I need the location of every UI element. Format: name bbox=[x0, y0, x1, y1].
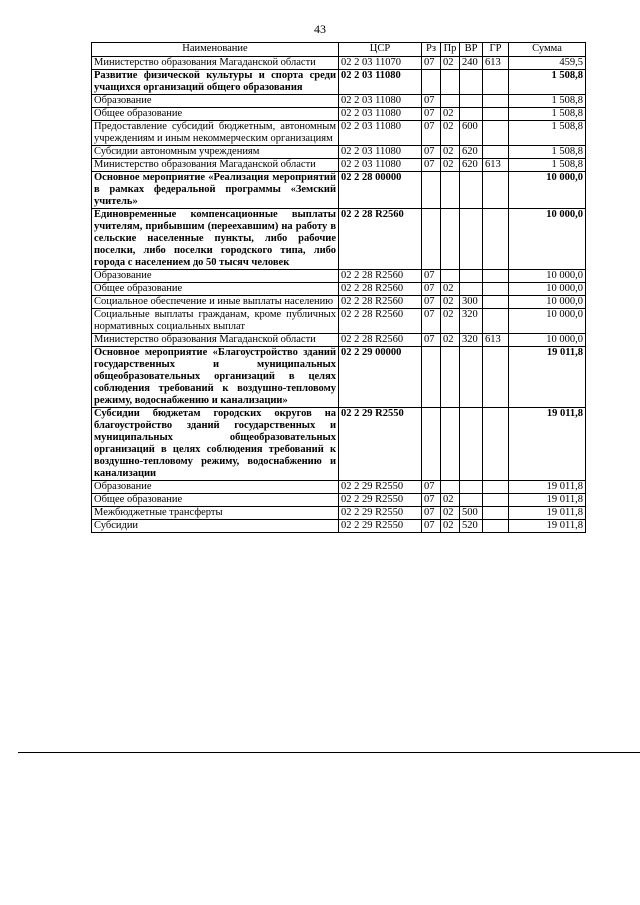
row-sum: 19 011,8 bbox=[509, 408, 586, 481]
row-gr: 613 bbox=[483, 159, 509, 172]
row-gr bbox=[483, 283, 509, 296]
table-row bbox=[92, 347, 586, 408]
header-gr: ГР bbox=[483, 43, 509, 57]
row-vr: 500 bbox=[460, 507, 483, 520]
row-name: Социальные выплаты гражданам, кроме публичных нормативных социальных выплат bbox=[92, 309, 339, 334]
row-vr: 320 bbox=[460, 334, 483, 347]
row-name: Министерство образования Магаданской области bbox=[92, 57, 339, 70]
row-gr bbox=[483, 146, 509, 159]
row-gr bbox=[483, 347, 509, 408]
row-name: Субсидии бюджетам городских округов на благоустройство зданий государственных и муниципальных общеобразовательных организаций в целях соблюдения требований к воздушно-тепловому режиму, водоснабжению и канализации bbox=[92, 408, 339, 481]
table-row bbox=[92, 283, 586, 296]
row-gr bbox=[483, 408, 509, 481]
row-sum: 1 508,8 bbox=[509, 108, 586, 121]
row-rz bbox=[422, 347, 441, 408]
row-csr: 02 2 28 R2560 bbox=[339, 283, 422, 296]
row-vr: 300 bbox=[460, 296, 483, 309]
row-name: Образование bbox=[92, 481, 339, 494]
row-pr: 02 bbox=[441, 296, 460, 309]
row-pr bbox=[441, 481, 460, 494]
row-vr bbox=[460, 283, 483, 296]
row-sum: 1 508,8 bbox=[509, 159, 586, 172]
header-name: Наименование bbox=[92, 43, 339, 57]
row-sum: 10 000,0 bbox=[509, 334, 586, 347]
row-vr bbox=[460, 270, 483, 283]
row-vr: 620 bbox=[460, 146, 483, 159]
row-sum: 10 000,0 bbox=[509, 283, 586, 296]
row-csr: 02 2 03 11080 bbox=[339, 146, 422, 159]
row-pr: 02 bbox=[441, 309, 460, 334]
row-gr bbox=[483, 95, 509, 108]
table-row bbox=[92, 159, 586, 172]
row-name: Образование bbox=[92, 270, 339, 283]
row-sum: 1 508,8 bbox=[509, 146, 586, 159]
table-row bbox=[92, 95, 586, 108]
table-row bbox=[92, 209, 586, 270]
row-rz bbox=[422, 70, 441, 95]
row-pr bbox=[441, 270, 460, 283]
table-row bbox=[92, 57, 586, 70]
table-row bbox=[92, 507, 586, 520]
row-gr bbox=[483, 309, 509, 334]
table-row bbox=[92, 108, 586, 121]
row-name: Министерство образования Магаданской области bbox=[92, 159, 339, 172]
row-csr: 02 2 03 11080 bbox=[339, 159, 422, 172]
row-gr bbox=[483, 270, 509, 283]
row-gr bbox=[483, 70, 509, 95]
row-csr: 02 2 29 R2550 bbox=[339, 481, 422, 494]
row-sum: 10 000,0 bbox=[509, 209, 586, 270]
row-vr bbox=[460, 172, 483, 209]
row-rz: 07 bbox=[422, 481, 441, 494]
row-sum: 19 011,8 bbox=[509, 507, 586, 520]
row-gr bbox=[483, 108, 509, 121]
row-name: Общее образование bbox=[92, 108, 339, 121]
row-name: Субсидии bbox=[92, 520, 339, 533]
row-gr bbox=[483, 209, 509, 270]
row-sum: 1 508,8 bbox=[509, 121, 586, 146]
row-rz: 07 bbox=[422, 121, 441, 146]
row-csr: 02 2 28 R2560 bbox=[339, 309, 422, 334]
row-pr bbox=[441, 172, 460, 209]
row-sum: 1 508,8 bbox=[509, 70, 586, 95]
page-number: 43 bbox=[314, 22, 326, 36]
row-gr bbox=[483, 494, 509, 507]
row-name: Субсидии автономным учреждениям bbox=[92, 146, 339, 159]
row-gr bbox=[483, 507, 509, 520]
header-pr: Пр bbox=[441, 43, 460, 57]
row-sum: 19 011,8 bbox=[509, 347, 586, 408]
row-csr: 02 2 29 00000 bbox=[339, 347, 422, 408]
table-row bbox=[92, 309, 586, 334]
row-name: Межбюджетные трансферты bbox=[92, 507, 339, 520]
row-pr bbox=[441, 408, 460, 481]
row-vr: 240 bbox=[460, 57, 483, 70]
row-csr: 02 2 28 R2560 bbox=[339, 209, 422, 270]
row-rz: 07 bbox=[422, 296, 441, 309]
row-pr: 02 bbox=[441, 494, 460, 507]
row-csr: 02 2 03 11070 bbox=[339, 57, 422, 70]
row-csr: 02 2 03 11080 bbox=[339, 121, 422, 146]
row-csr: 02 2 28 00000 bbox=[339, 172, 422, 209]
row-name: Единовременные компенсационные выплаты учителям, прибывшим (переехавшим) на работу в сельские населенные пункты, либо рабочие поселки, либо поселки городского типа, либо города с населением до 50 тысяч человек bbox=[92, 209, 339, 270]
row-rz: 07 bbox=[422, 146, 441, 159]
table-row bbox=[92, 334, 586, 347]
row-pr: 02 bbox=[441, 159, 460, 172]
row-name: Развитие физической культуры и спорта среди учащихся организаций общего образования bbox=[92, 70, 339, 95]
row-csr: 02 2 03 11080 bbox=[339, 108, 422, 121]
row-csr: 02 2 29 R2550 bbox=[339, 520, 422, 533]
row-csr: 02 2 29 R2550 bbox=[339, 494, 422, 507]
row-rz: 07 bbox=[422, 283, 441, 296]
row-sum: 10 000,0 bbox=[509, 270, 586, 283]
table-row bbox=[92, 481, 586, 494]
row-pr: 02 bbox=[441, 520, 460, 533]
row-name: Основное мероприятие «Реализация мероприятий в рамках федеральной программы «Земский учитель» bbox=[92, 172, 339, 209]
row-vr bbox=[460, 408, 483, 481]
row-csr: 02 2 03 11080 bbox=[339, 70, 422, 95]
row-vr bbox=[460, 347, 483, 408]
row-gr bbox=[483, 296, 509, 309]
row-name: Общее образование bbox=[92, 283, 339, 296]
row-sum: 1 508,8 bbox=[509, 95, 586, 108]
header-vr: ВР bbox=[460, 43, 483, 57]
table-header-row bbox=[92, 43, 586, 57]
row-pr: 02 bbox=[441, 507, 460, 520]
row-name: Общее образование bbox=[92, 494, 339, 507]
row-rz bbox=[422, 408, 441, 481]
header-csr: ЦСР bbox=[339, 43, 422, 57]
row-sum: 10 000,0 bbox=[509, 296, 586, 309]
row-csr: 02 2 28 R2560 bbox=[339, 296, 422, 309]
row-pr: 02 bbox=[441, 283, 460, 296]
row-rz: 07 bbox=[422, 95, 441, 108]
row-gr bbox=[483, 520, 509, 533]
row-csr: 02 2 29 R2550 bbox=[339, 507, 422, 520]
row-vr bbox=[460, 494, 483, 507]
row-pr bbox=[441, 95, 460, 108]
table-row bbox=[92, 121, 586, 146]
row-gr bbox=[483, 481, 509, 494]
row-rz: 07 bbox=[422, 159, 441, 172]
row-vr bbox=[460, 95, 483, 108]
row-gr bbox=[483, 121, 509, 146]
row-vr: 520 bbox=[460, 520, 483, 533]
row-gr bbox=[483, 172, 509, 209]
row-rz bbox=[422, 172, 441, 209]
row-gr: 613 bbox=[483, 57, 509, 70]
row-pr bbox=[441, 209, 460, 270]
row-pr: 02 bbox=[441, 121, 460, 146]
table-row bbox=[92, 146, 586, 159]
row-sum: 10 000,0 bbox=[509, 172, 586, 209]
footer-divider bbox=[18, 752, 640, 753]
row-vr bbox=[460, 209, 483, 270]
table-row bbox=[92, 296, 586, 309]
row-sum: 19 011,8 bbox=[509, 494, 586, 507]
row-pr: 02 bbox=[441, 108, 460, 121]
row-rz: 07 bbox=[422, 334, 441, 347]
row-sum: 19 011,8 bbox=[509, 520, 586, 533]
table-row bbox=[92, 172, 586, 209]
row-csr: 02 2 28 R2560 bbox=[339, 270, 422, 283]
row-vr: 320 bbox=[460, 309, 483, 334]
row-pr: 02 bbox=[441, 146, 460, 159]
row-rz: 07 bbox=[422, 108, 441, 121]
row-gr: 613 bbox=[483, 334, 509, 347]
row-pr: 02 bbox=[441, 334, 460, 347]
row-csr: 02 2 03 11080 bbox=[339, 95, 422, 108]
row-rz bbox=[422, 209, 441, 270]
row-vr: 600 bbox=[460, 121, 483, 146]
row-rz: 07 bbox=[422, 520, 441, 533]
row-rz: 07 bbox=[422, 309, 441, 334]
row-pr bbox=[441, 347, 460, 408]
row-pr bbox=[441, 70, 460, 95]
table-row bbox=[92, 494, 586, 507]
table-body bbox=[92, 57, 586, 533]
row-vr bbox=[460, 108, 483, 121]
table-row bbox=[92, 408, 586, 481]
row-csr: 02 2 29 R2550 bbox=[339, 408, 422, 481]
row-rz: 07 bbox=[422, 270, 441, 283]
row-rz: 07 bbox=[422, 494, 441, 507]
row-csr: 02 2 28 R2560 bbox=[339, 334, 422, 347]
header-rz: Рз bbox=[422, 43, 441, 57]
row-name: Социальное обеспечение и иные выплаты населению bbox=[92, 296, 339, 309]
row-vr: 620 bbox=[460, 159, 483, 172]
row-rz: 07 bbox=[422, 57, 441, 70]
row-sum: 10 000,0 bbox=[509, 309, 586, 334]
budget-table bbox=[91, 42, 586, 533]
row-rz: 07 bbox=[422, 507, 441, 520]
row-name: Образование bbox=[92, 95, 339, 108]
header-sum: Сумма bbox=[509, 43, 586, 57]
row-name: Основное мероприятие «Благоустройство зданий государственных и муниципальных общеобразовательных организаций в целях соблюдения требований к воздушно-тепловому режиму, водоснабжению и канализации» bbox=[92, 347, 339, 408]
table-row bbox=[92, 270, 586, 283]
row-vr bbox=[460, 481, 483, 494]
table-row bbox=[92, 520, 586, 533]
row-sum: 19 011,8 bbox=[509, 481, 586, 494]
table-row bbox=[92, 70, 586, 95]
row-vr bbox=[460, 70, 483, 95]
row-sum: 459,5 bbox=[509, 57, 586, 70]
row-name: Предоставление субсидий бюджетным, автономным учреждениям и иным некоммерческим организациям bbox=[92, 121, 339, 146]
row-pr: 02 bbox=[441, 57, 460, 70]
row-name: Министерство образования Магаданской области bbox=[92, 334, 339, 347]
